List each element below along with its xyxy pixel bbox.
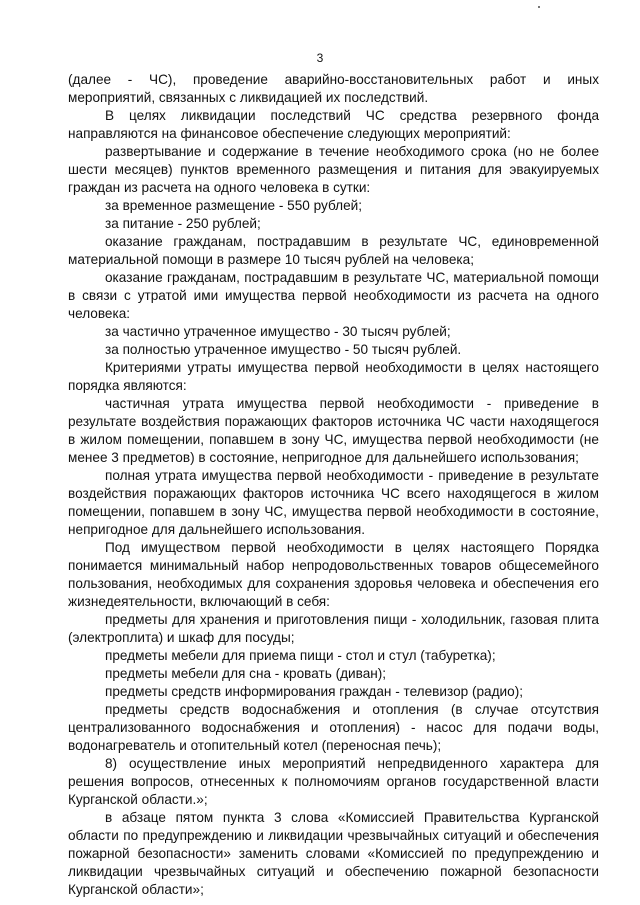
paragraph: за полностью утраченное имущество - 50 тысяч рублей. xyxy=(105,342,462,357)
paragraph: предметы мебели для приема пищи - стол и стул (табуретка); xyxy=(105,648,496,663)
paragraph: за временное размещение - 550 рублей; xyxy=(105,198,363,213)
paragraph: в абзаце пятом пункта 3 слова «Комиссией Правительства Курганской области по предупреждению и ликвидации чрезвычайных ситуаций и обеспечения пожарной безопасности» заменить словами «Комиссией по предупреждению и ликвидации чрезвычайных ситуаций и обеспечению пожарной безопасности Курганской области»; xyxy=(68,810,599,897)
paragraph: 8) осуществление иных мероприятий непредвиденного характера для решения вопросов, отнесенных к полномочиям органов государственной власти Курганской области.»; xyxy=(68,756,599,807)
paragraph: полная утрата имущества первой необходимости - приведение в результате воздействия поражающих факторов источника ЧС всего находящегося в жилом помещении, попавшем в зону ЧС, имущества первой необходимости в состояние, непригодное для дальнейшего использования. xyxy=(68,468,599,537)
document-body xyxy=(68,71,599,899)
paragraph: предметы мебели для сна - кровать (диван); xyxy=(105,666,387,681)
paragraph: развертывание и содержание в течение необходимого срока (но не более шести месяцев) пунктов временного размещения и питания для эвакуируемых граждан из расчета на одного человека в сутки: xyxy=(68,144,599,195)
paragraph: оказание гражданам, пострадавшим в результате ЧС, материальной помощи в связи с утратой ими имущества первой необходимости из расчета на одного человека: xyxy=(68,270,599,321)
paragraph: предметы средств водоснабжения и отопления (в случае отсутствия централизованного водоснабжения и отопления) - насос для подачи воды, водонагреватель и отопительный котел (переносная печь); xyxy=(68,702,599,753)
paragraph: за частично утраченное имущество - 30 тысяч рублей; xyxy=(105,324,451,339)
paragraph: предметы средств информирования граждан - телевизор (радио); xyxy=(105,684,524,699)
paragraph: частичная утрата имущества первой необходимости - приведение в результате воздействия поражающих факторов источника ЧС части находящегося в жилом помещении, попавшем в зону ЧС, имущества первой необходимости (не менее 3 предметов) в состояние, непригодное для дальнейшего использования; xyxy=(68,396,599,465)
page-number: 3 xyxy=(316,51,324,65)
paragraph: Критериями утраты имущества первой необходимости в целях настоящего порядка являются: xyxy=(68,360,599,393)
paragraph: (далее - ЧС), проведение аварийно-восстановительных работ и иных мероприятий, связанных с ликвидацией их последствий. xyxy=(68,72,599,105)
paragraph: В целях ликвидации последствий ЧС средства резервного фонда направляются на финансовое обеспечение следующих мероприятий: xyxy=(68,108,599,141)
paragraph: за питание - 250 рублей; xyxy=(105,216,261,231)
corner-mark xyxy=(538,6,540,8)
paragraph: Под имуществом первой необходимости в целях настоящего Порядка понимается минимальный набор непродовольственных товаров общесемейного пользования, необходимых для сохранения здоровья человека и обеспечения его жизнедеятельности, включающий в себя: xyxy=(68,540,599,609)
paragraph: оказание гражданам, пострадавшим в результате ЧС, единовременной материальной помощи в размере 10 тысяч рублей на человека; xyxy=(68,234,599,267)
paragraph: предметы для хранения и приготовления пищи - холодильник, газовая плита (электроплита) и шкаф для посуды; xyxy=(68,612,599,645)
